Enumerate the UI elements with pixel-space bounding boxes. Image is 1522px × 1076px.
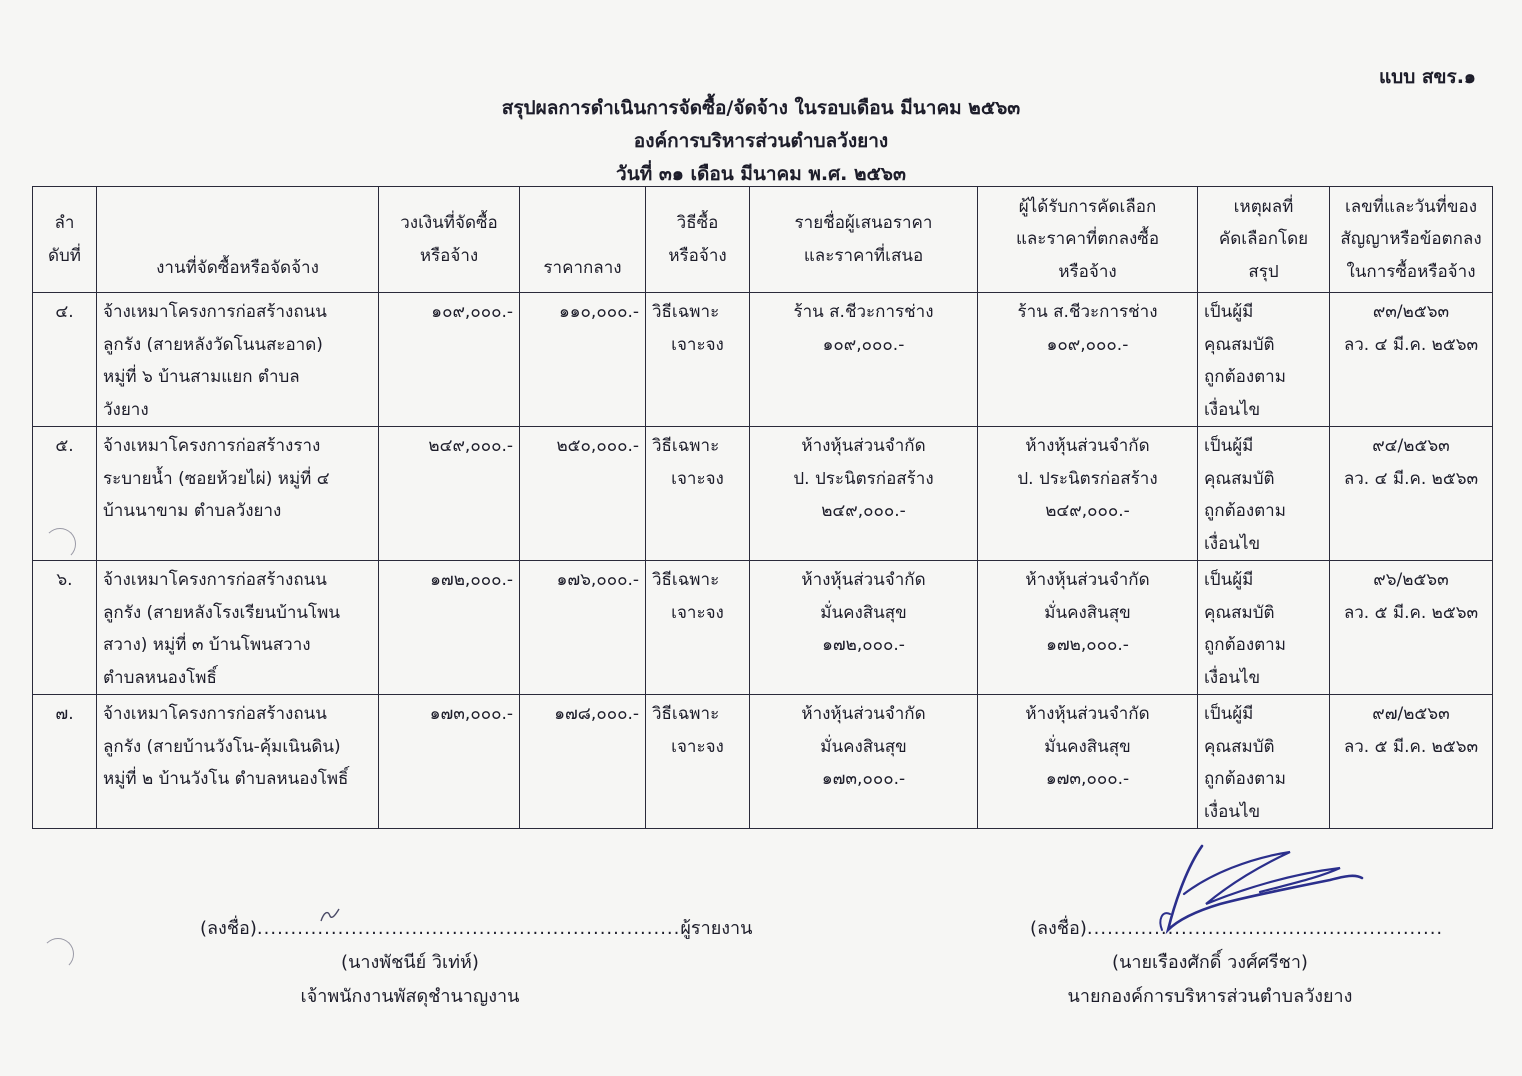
cell-bidders: ร้าน ส.ชีวะการช่าง ๑๐๙,๐๐๐.- [750, 293, 978, 427]
cell-no: ๔. [33, 293, 97, 427]
col-header-bidders: รายชื่อผู้เสนอราคา และราคาที่เสนอ [750, 187, 978, 293]
cell-item: จ้างเหมาโครงการก่อสร้างถนน ลูกรัง (สายบ้านวังโน-คุ้มเนินดิน) หมู่ที่ ๒ บ้านวังโน ตำบลหนองโพธิ์ [97, 695, 379, 829]
document-header [0, 92, 1522, 191]
header-title: สรุปผลการดำเนินการจัดซื้อ/จัดจ้าง ในรอบเดือน มีนาคม ๒๕๖๓ [501, 97, 1021, 119]
col-header-budget: วงเงินที่จัดซื้อ หรือจ้าง [379, 187, 520, 293]
table-row [33, 293, 1493, 427]
cell-method: วิธีเฉพาะ เจาะจง [646, 561, 750, 695]
cell-selected: ห้างหุ้นส่วนจำกัด มั่นคงสินสุข ๑๗๓,๐๐๐.- [978, 695, 1198, 829]
col-header-reason: เหตุผลที่ คัดเลือกโดย สรุป [1198, 187, 1330, 293]
cell-selected: ร้าน ส.ชีวะการช่าง ๑๐๙,๐๐๐.- [978, 293, 1198, 427]
col-header-median-price: ราคากลาง [520, 187, 646, 293]
cell-budget: ๒๔๙,๐๐๐.- [379, 427, 520, 561]
cell-reason: เป็นผู้มี คุณสมบัติ ถูกต้องตาม เงื่อนไข [1198, 427, 1330, 561]
col-header-no: ลำ ดับที่ [33, 187, 97, 293]
signature-dots: ..................................................... [1086, 918, 1444, 939]
punch-hole-mark [44, 528, 76, 560]
cell-contract: ๙๔/๒๕๖๓ ลว. ๔ มี.ค. ๒๕๖๓ [1330, 427, 1493, 561]
signature-dots: ............................................................... [256, 918, 681, 939]
cell-budget: ๑๗๓,๐๐๐.- [379, 695, 520, 829]
table-row [33, 427, 1493, 561]
col-header-selected: ผู้ได้รับการคัดเลือก และราคาที่ตกลงซื้อ หรือจ้าง [978, 187, 1198, 293]
cell-item: จ้างเหมาโครงการก่อสร้างราง ระบายน้ำ (ซอยห้วยไผ่) หมู่ที่ ๔ บ้านนาขาม ตำบลวังยาง [97, 427, 379, 561]
cell-selected: ห้างหุ้นส่วนจำกัด ป. ประนิตรก่อสร้าง ๒๔๙,๐๐๐.- [978, 427, 1198, 561]
cell-budget: ๑๐๙,๐๐๐.- [379, 293, 520, 427]
cell-contract: ๙๓/๒๕๖๓ ลว. ๔ มี.ค. ๒๕๖๓ [1330, 293, 1493, 427]
cell-reason: เป็นผู้มี คุณสมบัติ ถูกต้องตาม เงื่อนไข [1198, 561, 1330, 695]
cell-method: วิธีเฉพาะ เจาะจง [646, 427, 750, 561]
reporter-signature-block [200, 912, 753, 1014]
cell-item: จ้างเหมาโครงการก่อสร้างถนน ลูกรัง (สายหลังโรงเรียนบ้านโพน สวาง) หมู่ที่ ๓ บ้านโพนสวาง ตำบลหนองโพธิ์ [97, 561, 379, 695]
header-organization: องค์การบริหารส่วนตำบลวังยาง [633, 130, 889, 152]
reporter-name: (นางพัชนีย์ วิเท่ห์) [341, 952, 479, 973]
cell-method: วิธีเฉพาะ เจาะจง [646, 695, 750, 829]
table-row [33, 695, 1493, 829]
cell-contract: ๙๖/๒๕๖๓ ลว. ๕ มี.ค. ๒๕๖๓ [1330, 561, 1493, 695]
cell-reason: เป็นผู้มี คุณสมบัติ ถูกต้องตาม เงื่อนไข [1198, 293, 1330, 427]
cell-method: วิธีเฉพาะ เจาะจง [646, 293, 750, 427]
cell-contract: ๙๗/๒๕๖๓ ลว. ๕ มี.ค. ๒๕๖๓ [1330, 695, 1493, 829]
sign-prefix: (ลงชื่อ) [200, 918, 257, 939]
cell-no: ๕. [33, 427, 97, 561]
reporter-label: ผู้รายงาน [680, 918, 753, 939]
sign-prefix: (ลงชื่อ) [1030, 918, 1087, 939]
punch-hole-mark [42, 938, 74, 970]
cell-median-price: ๑๗๖,๐๐๐.- [520, 561, 646, 695]
cell-bidders: ห้างหุ้นส่วนจำกัด ป. ประนิตรก่อสร้าง ๒๔๙,๐๐๐.- [750, 427, 978, 561]
cell-no: ๗. [33, 695, 97, 829]
cell-bidders: ห้างหุ้นส่วนจำกัด มั่นคงสินสุข ๑๗๒,๐๐๐.- [750, 561, 978, 695]
cell-selected: ห้างหุ้นส่วนจำกัด มั่นคงสินสุข ๑๗๒,๐๐๐.- [978, 561, 1198, 695]
cell-median-price: ๑๗๘,๐๐๐.- [520, 695, 646, 829]
col-header-contract: เลขที่และวันที่ของ สัญญาหรือข้อตกลง ในการซื้อหรือจ้าง [1330, 187, 1493, 293]
table-row [33, 561, 1493, 695]
form-code: แบบ สขร.๑ [1378, 66, 1476, 88]
col-header-method: วิธีซื้อ หรือจ้าง [646, 187, 750, 293]
reporter-position: เจ้าพนักงานพัสดุชำนาญงาน [300, 986, 520, 1007]
cell-item: จ้างเหมาโครงการก่อสร้างถนน ลูกรัง (สายหลังวัดโนนสะอาด) หมู่ที่ ๖ บ้านสามแยก ตำบล วังยาง [97, 293, 379, 427]
table-header-row [33, 187, 1493, 293]
header-date: วันที่ ๓๑ เดือน มีนาคม พ.ศ. ๒๕๖๓ [616, 163, 906, 185]
cell-reason: เป็นผู้มี คุณสมบัติ ถูกต้องตาม เงื่อนไข [1198, 695, 1330, 829]
cell-median-price: ๒๕๐,๐๐๐.- [520, 427, 646, 561]
mayor-name: (นายเรืองศักดิ์ วงศ์ศรีชา) [1112, 952, 1308, 973]
reporter-initial-mark [318, 906, 342, 924]
handwritten-signature [1140, 818, 1380, 938]
procurement-table [32, 186, 1493, 829]
mayor-position: นายกองค์การบริหารส่วนตำบลวังยาง [1067, 986, 1353, 1007]
cell-budget: ๑๗๒,๐๐๐.- [379, 561, 520, 695]
col-header-item: งานที่จัดซื้อหรือจัดจ้าง [97, 187, 379, 293]
cell-median-price: ๑๑๐,๐๐๐.- [520, 293, 646, 427]
cell-bidders: ห้างหุ้นส่วนจำกัด มั่นคงสินสุข ๑๗๓,๐๐๐.- [750, 695, 978, 829]
cell-no: ๖. [33, 561, 97, 695]
